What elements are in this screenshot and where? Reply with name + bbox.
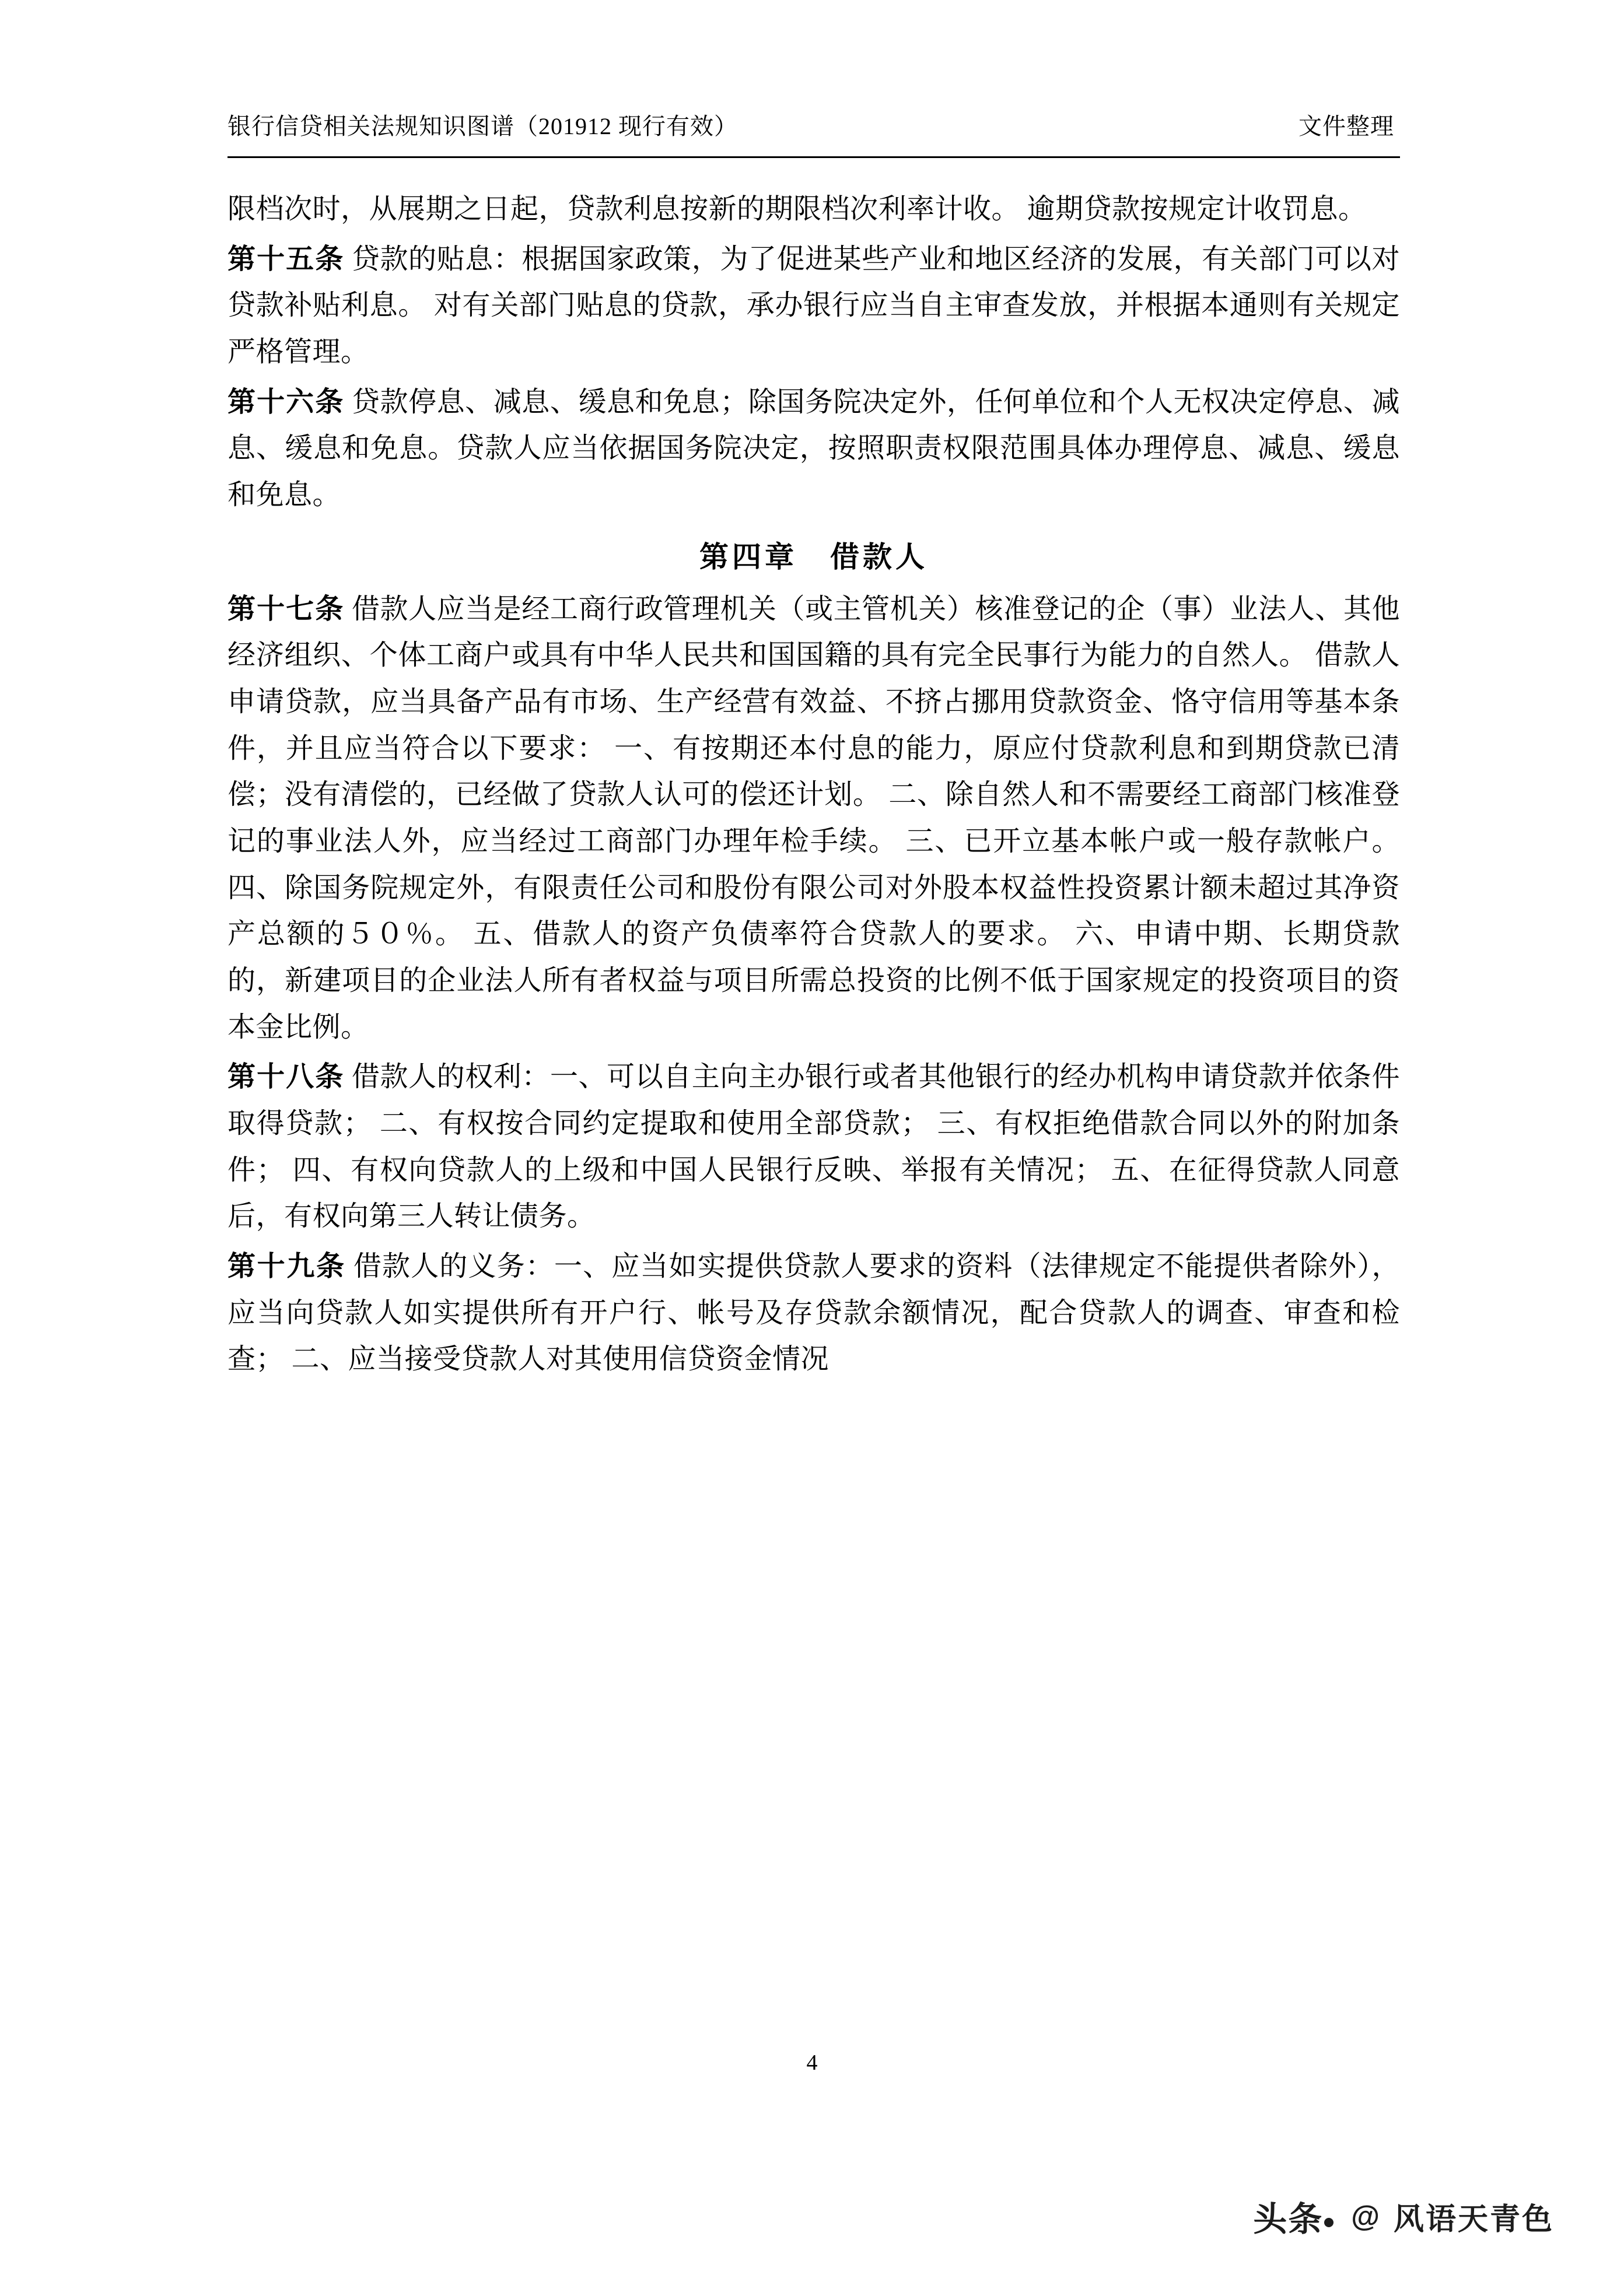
article-18-label: 第十八条 [228,1061,345,1093]
article-16 [228,379,1400,518]
article-16-text: 贷款停息、减息、缓息和免息；除国务院决定外，任何单位和个人无权决定停息、减息、缓息和免息。贷款人应当依据国务院决定，按照职责权限范围具体办理停息、减息、缓息和免息。 [228,386,1400,511]
article-17-text: 借款人应当是经工商行政管理机关（或主管机关）核准登记的企（事）业法人、其他经济组织、个体工商户或具有中华人民共和国国籍的具有完全民事行为能力的自然人。 借款人申请贷款，应当具备产品有市场、生产经营有效益、不挤占挪用贷款资金、恪守信用等基本条件，并且应当符合以下要求： 一、有按期还本付息的能力，原应付贷款利息和到期贷款已清偿；没有清偿的，已经做了贷款人认可的偿还计划。 二、除自然人和不需要经工商部门核准登记的事业法人外，应当经过工商部门办理年检手续。 三、已开立基本帐户或一般存款帐户。 四、除国务院规定外，有限责任公司和股份有限公司对外股本权益性投资累计额未超过其净资产总额的５０％。 五、借款人的资产负债率符合贷款人的要求。 六、申请中期、长期贷款的，新建项目的企业法人所有者权益与项目所需总投资的比例不低于国家规定的投资项目的资本金比例。 [228,593,1400,1043]
page-content [228,0,1400,1386]
at-symbol-icon: @ [1351,2200,1380,2232]
article-18 [228,1054,1400,1240]
header-note: 文件整理 [1298,113,1394,139]
article-15 [228,236,1400,376]
paragraph-text: 限档次时，从展期之日起，贷款利息按新的期限档次利率计收。 逾期贷款按规定计收罚息。 [228,194,1367,225]
header-divider [228,156,1400,158]
article-19 [228,1243,1400,1383]
article-15-label: 第十五条 [228,243,345,275]
article-19-text: 借款人的义务：一、应当如实提供贷款人要求的资料（法律规定不能提供者除外），应当向贷款人如实提供所有开户行、帐号及存贷款余额情况，配合贷款人的调查、审查和检查； 二、应当接受贷款人对其使用信贷资金情况 [228,1251,1400,1375]
running-header [228,0,1400,141]
article-15-text: 贷款的贴息：根据国家政策，为了促进某些产业和地区经济的发展，有关部门可以对贷款补贴利息。 对有关部门贴息的贷款，承办银行应当自主审查发放，并根据本通则有关规定严格管理。 [228,243,1400,368]
body-text [228,186,1400,1383]
header-document-title: 银行信贷相关法规知识图谱（201912 现行有效） [228,113,738,139]
watermark-author-name: 风语天青色 [1393,2202,1554,2237]
watermark-logo-text: 头条 [1253,2200,1324,2238]
article-18-text: 借款人的权利：一、可以自主向主办银行或者其他银行的经办机构申请贷款并依条件取得贷款； 二、有权按合同约定提取和使用全部贷款； 三、有权拒绝借款合同以外的附加条件； 四、有权向贷款人的上级和中国人民银行反映、举报有关情况； 五、在征得贷款人同意后，有权向第三人转让债务。 [228,1061,1400,1232]
toutiao-logo-icon [1253,2192,1337,2241]
article-17-label: 第十七条 [228,593,345,625]
paragraph-continuation [228,186,1400,233]
watermark [1253,2192,1554,2241]
logo-dot-icon [1324,2218,1334,2227]
page-number: 4 [806,2050,818,2075]
article-17 [228,586,1400,1051]
chapter-heading: 第四章 借款人 [699,540,928,573]
article-16-label: 第十六条 [228,386,345,418]
article-19-label: 第十九条 [228,1251,346,1282]
